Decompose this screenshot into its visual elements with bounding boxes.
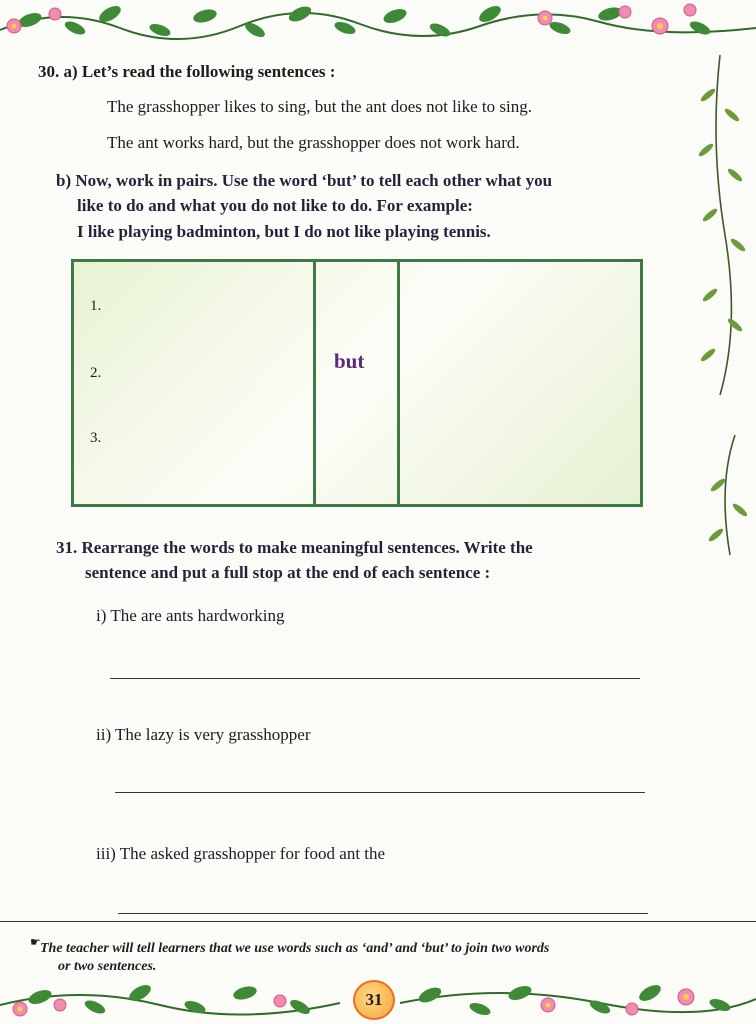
page-number-badge: 31 — [353, 980, 395, 1020]
connector-word-but: but — [334, 349, 365, 373]
answer-line-2[interactable] — [115, 792, 645, 793]
question-30b-line-1: b) Now, work in pairs. Use the word ‘but’ to tell each other what you — [56, 171, 553, 190]
teacher-note-line-1: The teacher will tell learners that we use words such as ‘and’ and ‘but’ to join two words — [40, 941, 550, 956]
pointing-hand-icon: ☛ — [30, 935, 41, 949]
row-number-3: 3. — [90, 430, 102, 446]
question-30b-line-3: I like playing badminton, but I do not like playing tennis. — [77, 222, 491, 241]
jumbled-sentence-2: ii) The lazy is very grasshopper — [96, 725, 311, 744]
but-sentence-table — [71, 259, 643, 507]
question-31-heading-line-2: sentence and put a full stop at the end of each sentence : — [85, 563, 491, 582]
footer-divider — [0, 921, 756, 922]
teacher-note-line-2: or two sentences. — [58, 959, 157, 974]
example-sentence-1: The grasshopper likes to sing, but the ant does not like to sing. — [107, 97, 532, 116]
question-30-heading: 30. a) Let’s read the following sentences : — [38, 62, 336, 81]
table-column-likes[interactable] — [74, 262, 316, 504]
hanging-vine-decoration — [680, 55, 756, 575]
floral-border-top — [0, 0, 756, 50]
jumbled-sentence-3: iii) The asked grasshopper for food ant the — [96, 844, 386, 863]
table-column-connector — [316, 262, 400, 504]
answer-line-1[interactable] — [110, 678, 640, 679]
answer-line-3[interactable] — [118, 913, 648, 914]
question-30b-line-2: like to do and what you do not like to do. For example: — [77, 196, 473, 215]
table-column-dislikes[interactable] — [400, 262, 640, 504]
row-number-1: 1. — [90, 298, 102, 314]
example-sentence-2: The ant works hard, but the grasshopper does not work hard. — [107, 133, 520, 152]
jumbled-sentence-1: i) The are ants hardworking — [96, 606, 285, 625]
row-number-2: 2. — [90, 365, 102, 381]
question-31-heading-line-1: 31. Rearrange the words to make meaningful sentences. Write the — [56, 538, 533, 557]
